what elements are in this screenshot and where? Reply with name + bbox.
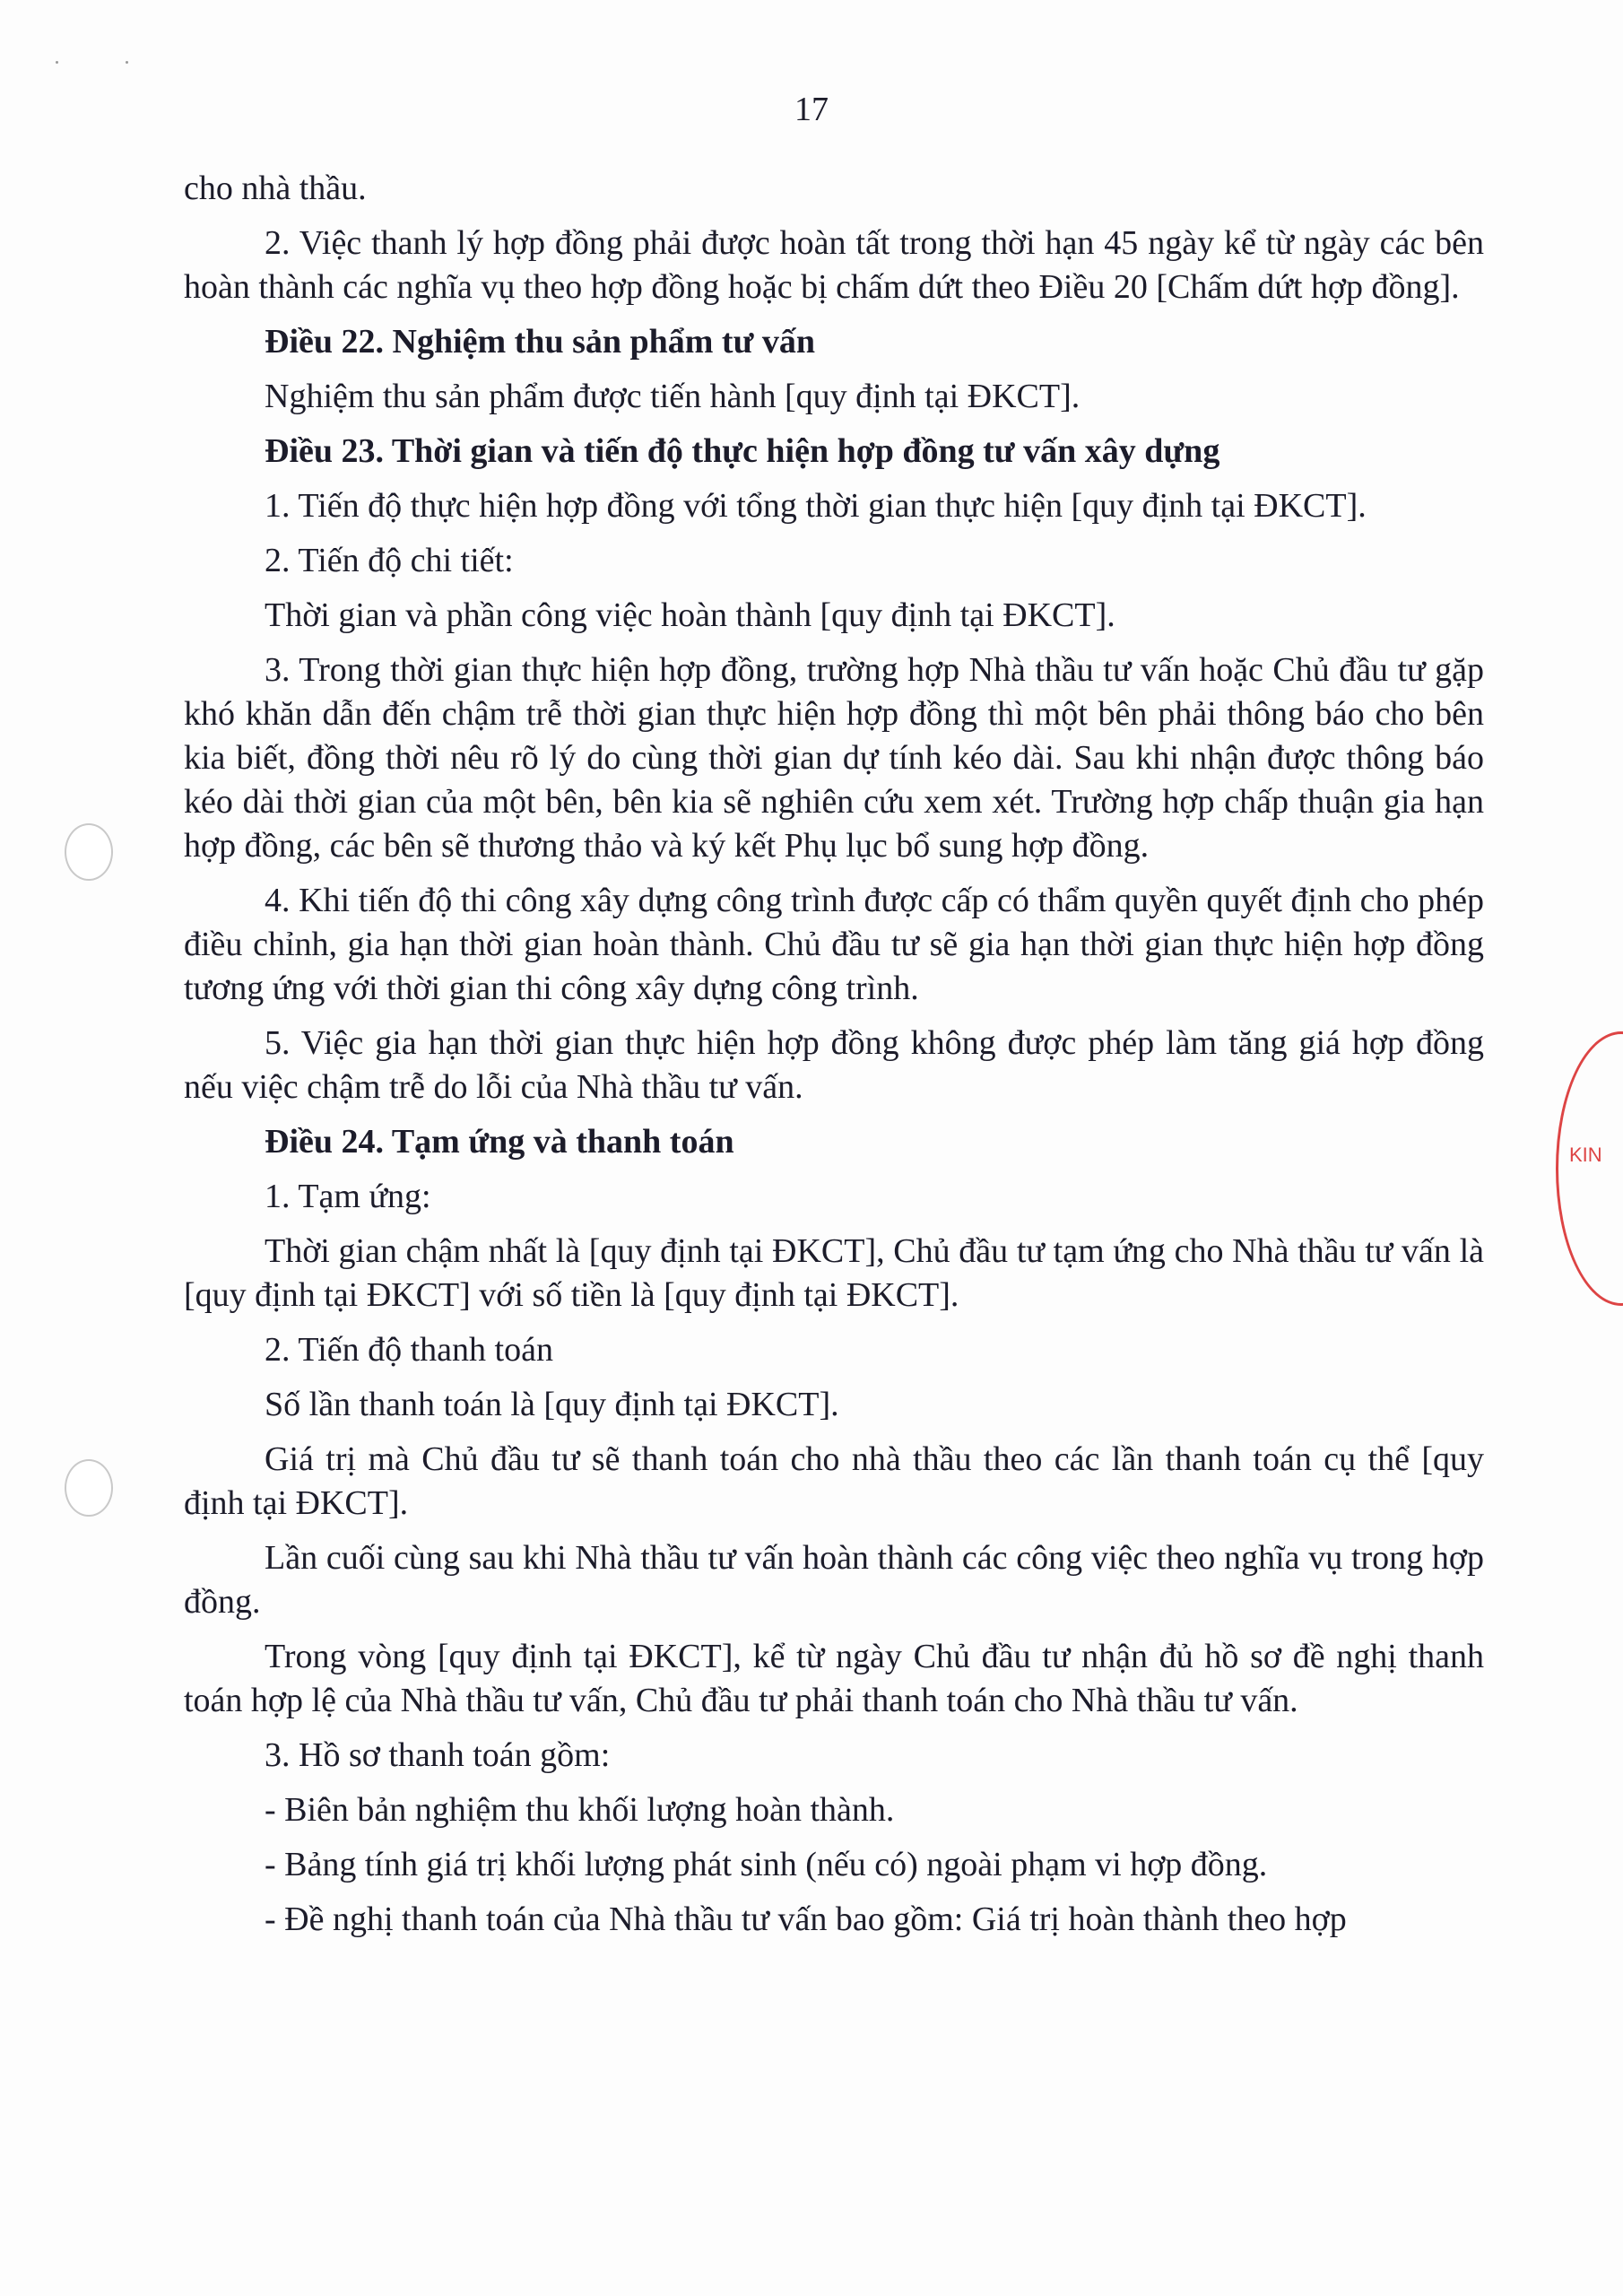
paragraph: cho nhà thầu. [184, 170, 367, 207]
article-heading: Điều 24. Tạm ứng và thanh toán [265, 1123, 734, 1161]
document-body [184, 167, 1484, 1952]
paragraph: 2. Tiến độ chi tiết: [265, 542, 514, 579]
paragraph: Trong vòng [quy định tại ĐKCT], kể từ ngày Chủ đầu tư nhận đủ hồ sơ đề nghị thanh toán hợp lệ của Nhà thầu tư vấn, Chủ đầu tư phải thanh toán cho Nhà thầu tư vấn. [184, 1638, 1484, 1719]
stamp-text: KIN [1569, 1144, 1602, 1166]
punch-hole [65, 1459, 113, 1517]
paragraph: 1. Tạm ứng: [265, 1178, 431, 1215]
punch-hole [65, 823, 113, 881]
paragraph: 1. Tiến độ thực hiện hợp đồng với tổng thời gian thực hiện [quy định tại ĐKCT]. [265, 487, 1367, 525]
paragraph: - Bảng tính giá trị khối lượng phát sinh (nếu có) ngoài phạm vi hợp đồng. [265, 1846, 1268, 1883]
red-stamp-edge [1556, 1031, 1623, 1306]
paragraph: - Biên bản nghiệm thu khối lượng hoàn thành. [265, 1791, 895, 1829]
article-heading: Điều 22. Nghiệm thu sản phẩm tư vấn [265, 323, 816, 361]
paragraph: Số lần thanh toán là [quy định tại ĐKCT]. [265, 1386, 839, 1423]
paragraph: 3. Hồ sơ thanh toán gồm: [265, 1736, 611, 1774]
paragraph: 5. Việc gia hạn thời gian thực hiện hợp đồng không được phép làm tăng giá hợp đồng nếu việc chậm trễ do lỗi của Nhà thầu tư vấn. [184, 1024, 1484, 1106]
scan-mark [56, 61, 58, 64]
paragraph: Lần cuối cùng sau khi Nhà thầu tư vấn hoàn thành các công việc theo nghĩa vụ trong hợp đồng. [184, 1539, 1484, 1621]
paragraph: Thời gian và phần công việc hoàn thành [quy định tại ĐKCT]. [265, 596, 1115, 634]
page-number: 17 [794, 91, 829, 128]
paragraph: Giá trị mà Chủ đầu tư sẽ thanh toán cho nhà thầu theo các lần thanh toán cụ thể [quy định tại ĐKCT]. [184, 1440, 1484, 1522]
paragraph: 2. Việc thanh lý hợp đồng phải được hoàn tất trong thời hạn 45 ngày kể từ ngày các bên hoàn thành các nghĩa vụ theo hợp đồng hoặc bị chấm dứt theo Điều 20 [Chấm dứt hợp đồng]. [184, 224, 1484, 306]
paragraph: 4. Khi tiến độ thi công xây dựng công trình được cấp có thẩm quyền quyết định cho phép điều chỉnh, gia hạn thời gian hoàn thành. Chủ đầu tư sẽ gia hạn thời gian thực hiện hợp đồng tương ứng với thời gian thi công xây dựng công trình. [184, 882, 1484, 1007]
paragraph: 3. Trong thời gian thực hiện hợp đồng, trường hợp Nhà thầu tư vấn hoặc Chủ đầu tư gặp khó khăn dẫn đến chậm trễ thời gian thực hiện hợp đồng thì một bên phải thông báo cho bên kia biết, đồng thời nêu rõ lý do cùng thời gian dự tính kéo dài. Sau khi nhận được thông báo kéo dài thời gian của một bên, bên kia sẽ nghiên cứu xem xét. Trường hợp chấp thuận gia hạn hợp đồng, các bên sẽ thương thảo và ký kết Phụ lục bổ sung hợp đồng. [184, 651, 1484, 865]
paragraph: Nghiệm thu sản phẩm được tiến hành [quy định tại ĐKCT]. [265, 378, 1081, 415]
paragraph: Thời gian chậm nhất là [quy định tại ĐKCT], Chủ đầu tư tạm ứng cho Nhà thầu tư vấn là [quy định tại ĐKCT] với số tiền là [quy định tại ĐKCT]. [184, 1232, 1484, 1314]
scan-mark [126, 61, 128, 64]
paragraph: - Đề nghị thanh toán của Nhà thầu tư vấn bao gồm: Giá trị hoàn thành theo hợp [265, 1900, 1347, 1938]
article-heading: Điều 23. Thời gian và tiến độ thực hiện hợp đồng tư vấn xây dựng [265, 432, 1220, 470]
paragraph: 2. Tiến độ thanh toán [265, 1331, 553, 1369]
